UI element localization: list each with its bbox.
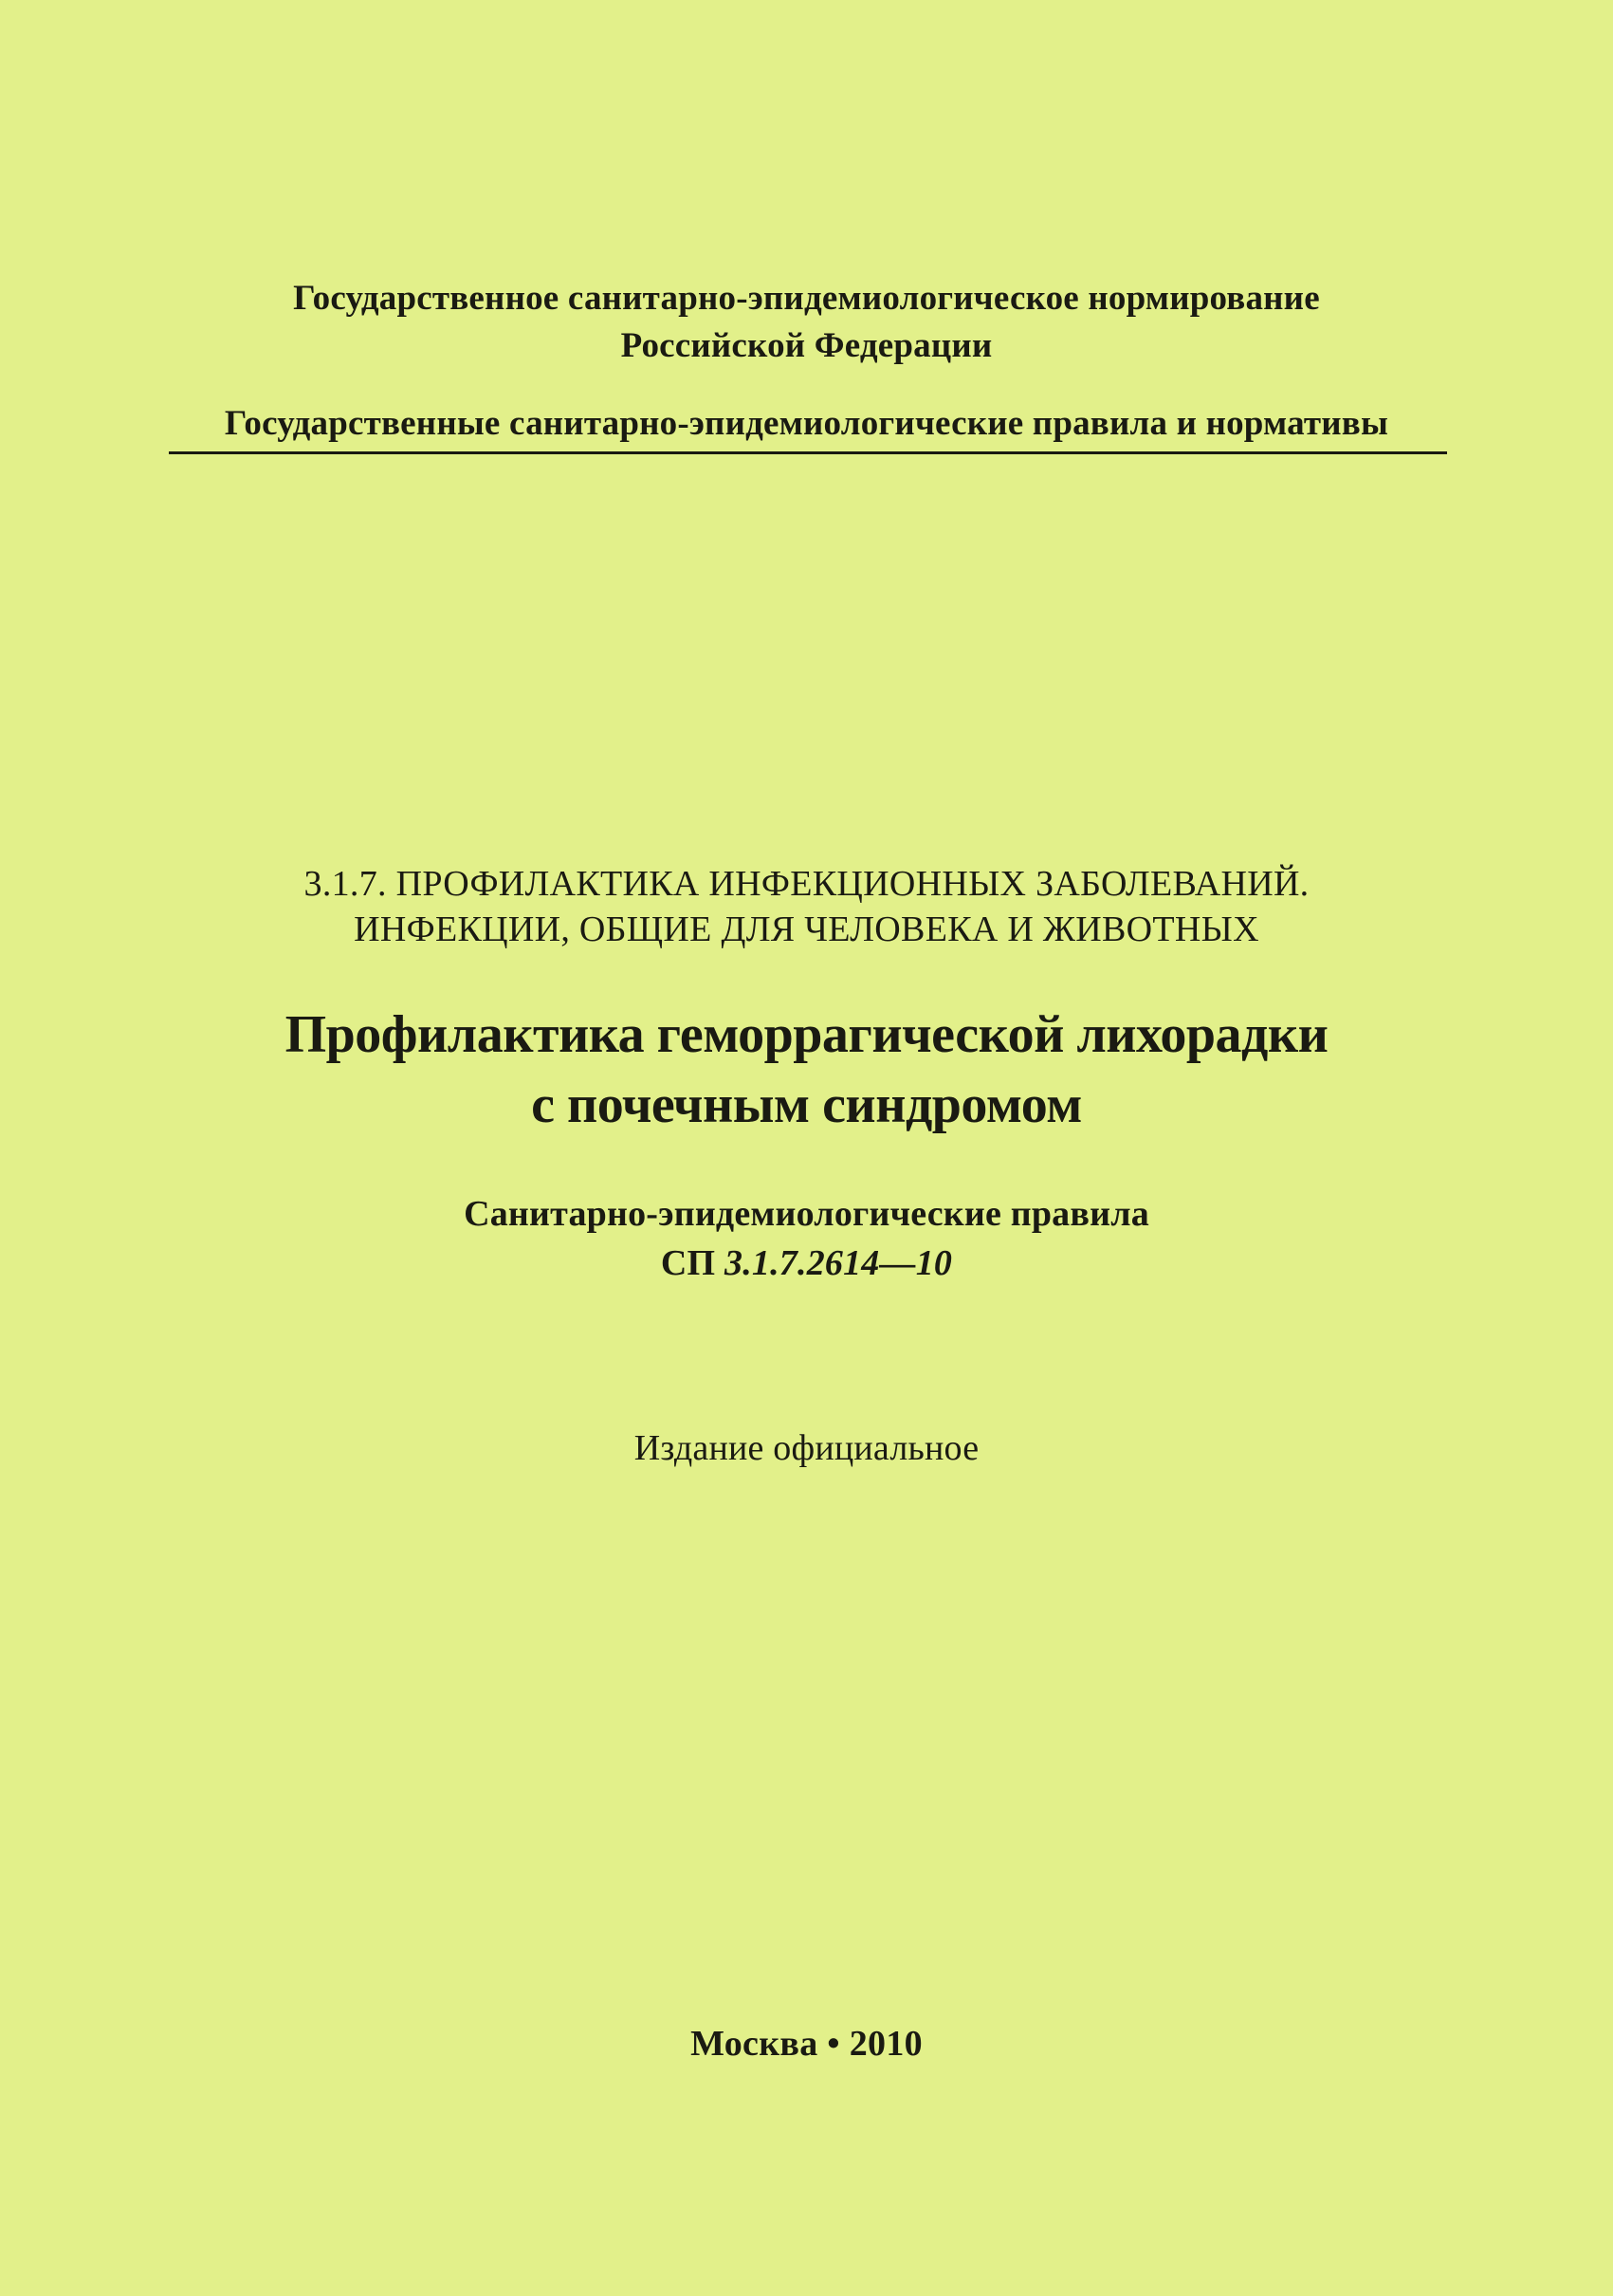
edition-note xyxy=(0,1424,1613,1472)
imprint xyxy=(0,2020,1613,2067)
subtitle-line-1: Санитарно-эпидемиологические правила xyxy=(464,1194,1149,1234)
document-code-line xyxy=(0,1239,1613,1288)
series-label: Государственные санитарно-эпидемиологические правила и нормативы xyxy=(224,404,1389,443)
document-code: 3.1.7.2614—10 xyxy=(724,1243,953,1283)
category-heading xyxy=(0,861,1613,952)
title-line-2: с почечным синдромом xyxy=(531,1075,1082,1134)
authority-line-2: Российской Федерации xyxy=(620,326,993,365)
category-line-2: ИНФЕКЦИИ, ОБЩИЕ ДЛЯ ЧЕЛОВЕКА И ЖИВОТНЫХ xyxy=(354,909,1259,949)
series-underline xyxy=(169,451,1447,454)
authority-line-1: Государственное санитарно-эпидемиологическое нормирование xyxy=(293,279,1320,318)
document-subtitle xyxy=(0,1189,1613,1288)
issuing-authority xyxy=(0,275,1613,370)
category-line-1: 3.1.7. ПРОФИЛАКТИКА ИНФЕКЦИОННЫХ ЗАБОЛЕВАНИЙ. xyxy=(303,864,1310,904)
title-line-1: Профилактика геморрагической лихорадки xyxy=(284,1005,1329,1064)
series-title xyxy=(0,400,1613,448)
edition-label: Издание официальное xyxy=(633,1428,980,1468)
document-title xyxy=(0,1000,1613,1140)
imprint-text: Москва • 2010 xyxy=(690,2024,923,2064)
document-code-prefix: СП xyxy=(660,1243,724,1283)
